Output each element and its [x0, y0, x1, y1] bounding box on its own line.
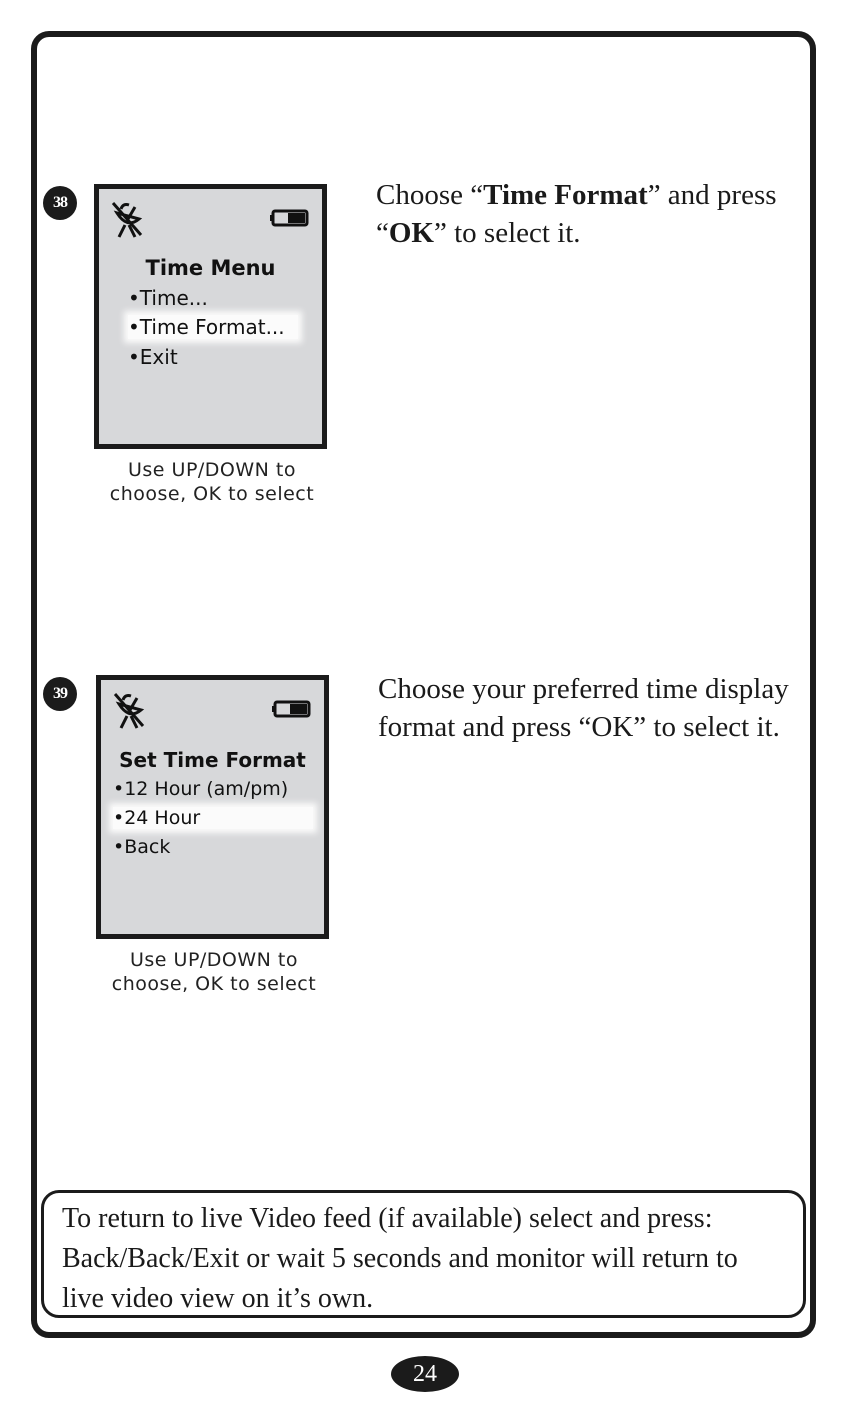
instruction-bold: OK [388, 217, 434, 249]
step-39-device-screen [96, 675, 329, 939]
instruction-text: ” and press “ [376, 179, 777, 249]
step-38-badge: 38 [43, 186, 77, 220]
menu-item-24-hour[interactable]: •24 Hour [113, 807, 313, 829]
instruction-bold: Time Format [483, 179, 648, 211]
caption-line: Use UP/DOWN to [130, 949, 298, 971]
caption-line: choose, OK to select [111, 973, 317, 995]
step-39-caption [96, 948, 332, 996]
antenna-crossed-icon [111, 690, 147, 730]
battery-icon [270, 209, 310, 227]
screen-menu-title: Time Menu [145, 256, 276, 280]
step-38-device-screen [94, 184, 327, 449]
battery-icon [272, 700, 312, 718]
instruction-text: Choose “ [376, 179, 484, 211]
step-38-caption [94, 458, 330, 506]
return-note-box: To return to live Video feed (if available) select and press: Back/Back/Exit or wait 5 seconds and monitor will return to live video view on it’s own. [41, 1190, 806, 1318]
step-38-instruction [376, 176, 796, 252]
instruction-text: ” to select it. [434, 217, 581, 249]
menu-item-exit[interactable]: •Exit [128, 345, 178, 369]
menu-item-time[interactable]: •Time... [128, 286, 208, 310]
page-number: 24 [391, 1356, 459, 1392]
screen-menu-title: Set Time Format [119, 748, 306, 772]
menu-item-12-hour[interactable]: •12 Hour (am/pm) [113, 778, 289, 800]
menu-item-time-format[interactable]: •Time Format... [128, 315, 298, 339]
step-39-instruction: Choose your preferred time display format and press “OK” to select it. [378, 673, 789, 743]
menu-item-back[interactable]: •Back [113, 836, 171, 858]
antenna-crossed-icon [109, 199, 145, 239]
step-39-badge: 39 [43, 677, 77, 711]
caption-line: Use UP/DOWN to [128, 459, 296, 481]
caption-line: choose, OK to select [109, 483, 315, 505]
